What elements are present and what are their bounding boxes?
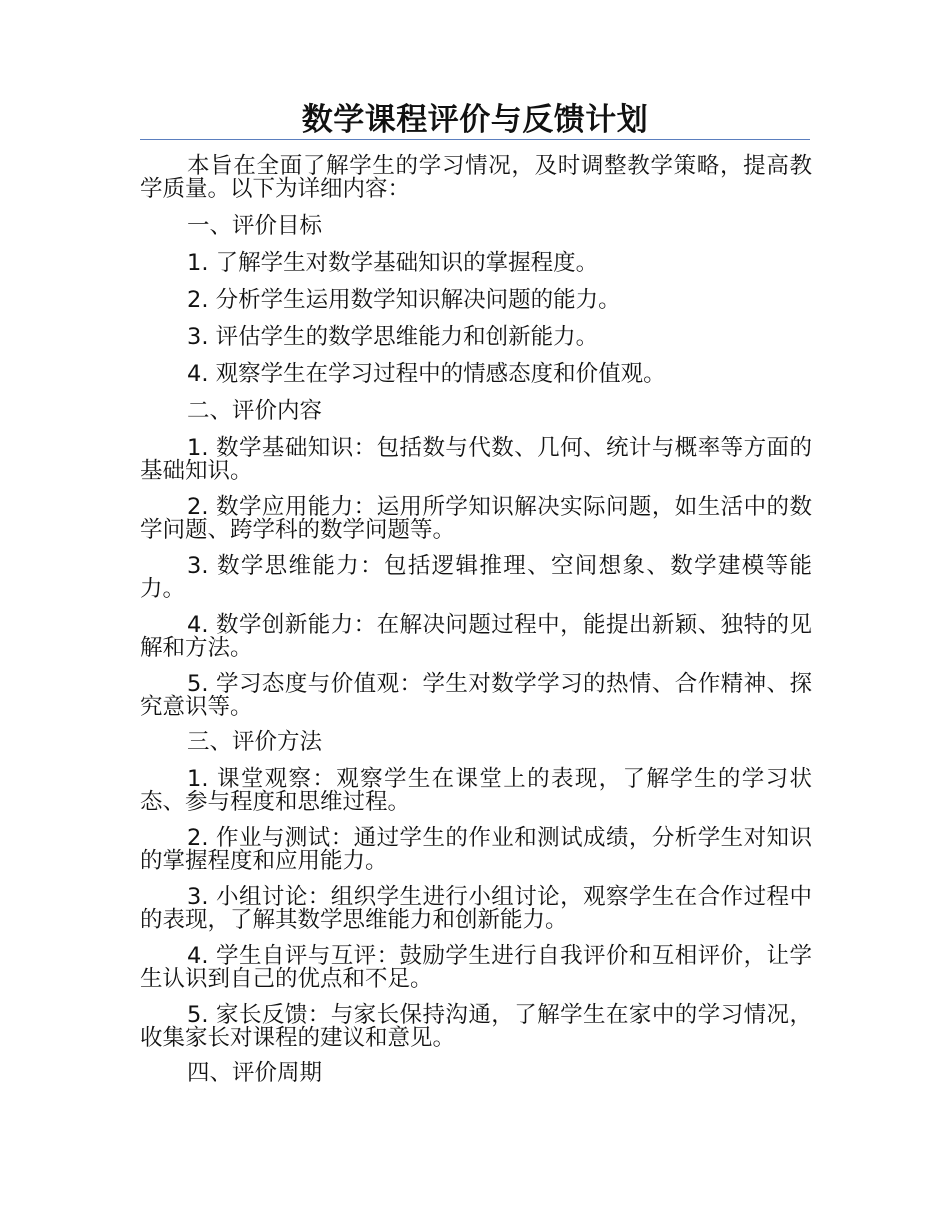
method-item-4: 4. 学生自评与互评：鼓励学生进行自我评价和互相评价，让学生认识到自己的优点和不足。 <box>140 943 812 992</box>
section-heading-goals: 一、评价目标 <box>187 213 323 239</box>
content-item-1: 1. 数学基础知识：包括数与代数、几何、统计与概率等方面的基础知识。 <box>140 435 812 484</box>
goal-item-1: 1. 了解学生对数学基础知识的掌握程度。 <box>187 250 599 276</box>
method-item-5: 5. 家长反馈：与家长保持沟通，了解学生在家中的学习情况，收集家长对课程的建议和意见。 <box>140 1002 812 1051</box>
content-item-2: 2. 数学应用能力：运用所学知识解决实际问题，如生活中的数学问题、跨学科的数学问题等。 <box>140 494 812 543</box>
goal-item-2: 2. 分析学生运用数学知识解决问题的能力。 <box>187 287 621 313</box>
content-item-3: 3. 数学思维能力：包括逻辑推理、空间想象、数学建模等能力。 <box>140 553 812 602</box>
title-underline <box>140 139 810 140</box>
goal-item-3: 3. 评估学生的数学思维能力和创新能力。 <box>187 324 599 350</box>
method-item-2: 2. 作业与测试：通过学生的作业和测试成绩，分析学生对知识的掌握程度和应用能力。 <box>140 825 812 874</box>
method-item-3: 3. 小组讨论：组织学生进行小组讨论，观察学生在合作过程中的表现，了解其数学思维能力和创新能力。 <box>140 884 812 933</box>
section-heading-content: 二、评价内容 <box>187 398 323 424</box>
content-item-5: 5. 学习态度与价值观：学生对数学学习的热情、合作精神、探究意识等。 <box>140 671 812 720</box>
document-title: 数学课程评价与反馈计划 <box>301 102 649 138</box>
goal-item-4: 4. 观察学生在学习过程中的情感态度和价值观。 <box>187 361 666 387</box>
content-item-4: 4. 数学创新能力：在解决问题过程中，能提出新颖、独特的见解和方法。 <box>140 612 812 661</box>
method-item-1: 1. 课堂观察：观察学生在课堂上的表现，了解学生的学习状态、参与程度和思维过程。 <box>140 766 812 815</box>
section-heading-methods: 三、评价方法 <box>187 729 323 755</box>
intro-paragraph: 本旨在全面了解学生的学习情况，及时调整教学策略，提高教学质量。以下为详细内容： <box>140 153 812 202</box>
section-heading-period: 四、评价周期 <box>187 1060 323 1086</box>
document-body <box>140 155 812 1097</box>
